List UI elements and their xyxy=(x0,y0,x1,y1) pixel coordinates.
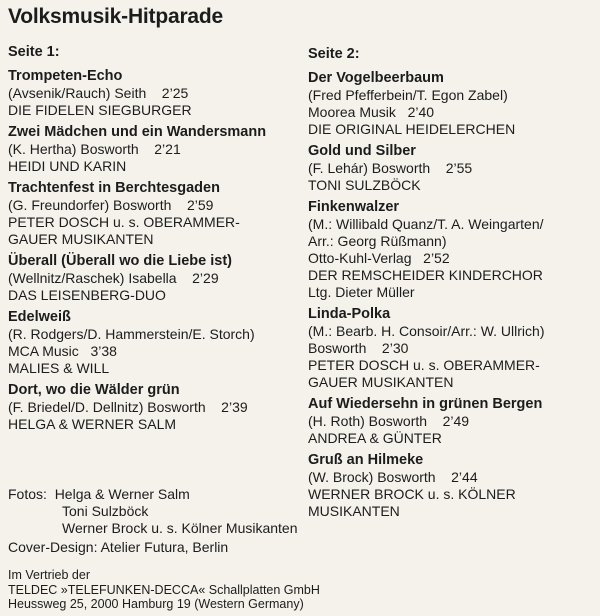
track-credit: (H. Roth) Bosworth 2’49 xyxy=(308,413,470,429)
side-1-column xyxy=(8,44,298,438)
track-credit: (M.: Bearb. H. Consoir/Arr.: W. Ullrich) xyxy=(308,323,545,339)
track-title: Finkenwalzer xyxy=(308,199,400,215)
photo-credit: Werner Brock u. s. Kölner Musikanten xyxy=(62,520,298,536)
track-artist: Ltg. Dieter Müller xyxy=(308,284,415,300)
track-credit: (G. Freundorfer) Bosworth 2’59 xyxy=(8,197,214,213)
track-title: Gold und Silber xyxy=(308,143,416,159)
track-credit: (M.: Willibald Quanz/T. A. Weingarten/ xyxy=(308,216,544,232)
track-artist: DIE ORIGINAL HEIDELERCHEN xyxy=(308,121,516,137)
photo-credit-row xyxy=(8,520,298,537)
track-artist: HEIDI UND KARIN xyxy=(8,158,127,174)
track-credit: Otto-Kuhl-Verlag 2’52 xyxy=(308,250,450,266)
photo-credit-row xyxy=(8,486,298,503)
track-artist: DIE FIDELEN SIEGBURGER xyxy=(8,102,192,118)
side-1-heading: Seite 1: xyxy=(8,44,60,60)
track-entry xyxy=(308,199,596,301)
cover-design-credit: Cover-Design: Atelier Futura, Berlin xyxy=(8,539,229,555)
track-credit: Moorea Musik 2’40 xyxy=(308,104,435,120)
track-entry xyxy=(8,68,298,119)
distribution-line: Im Vertrieb der xyxy=(8,568,90,582)
track-credit: Arr.: Georg Rüßmann) xyxy=(308,233,447,249)
fotos-label: Fotos: xyxy=(8,486,47,502)
track-entry xyxy=(308,143,596,194)
distribution-line: Heussweg 25, 2000 Hamburg 19 (Western Germany) xyxy=(8,597,304,611)
distribution-info xyxy=(8,568,320,612)
photo-credit: Helga & Werner Salm xyxy=(54,486,190,502)
track-artist: ANDREA & GÜNTER xyxy=(308,430,442,446)
album-title: Volksmusik-Hitparade xyxy=(8,5,224,28)
track-credit: MCA Music 3’38 xyxy=(8,343,117,359)
track-entry xyxy=(308,70,596,138)
track-artist: PETER DOSCH u. s. OBERAMMER- xyxy=(308,357,540,373)
track-artist: MALIES & WILL xyxy=(8,360,110,376)
track-artist: DAS LEISENBERG-DUO xyxy=(8,287,166,303)
track-credit: (W. Brock) Bosworth 2’44 xyxy=(308,469,478,485)
track-credit: (K. Hertha) Bosworth 2’21 xyxy=(8,141,181,157)
track-artist: WERNER BROCK u. s. KÖLNER xyxy=(308,486,516,502)
track-credit: (F. Lehár) Bosworth 2’55 xyxy=(308,160,473,176)
photo-credit: Toni Sulzböck xyxy=(62,503,149,519)
track-artist: GAUER MUSIKANTEN xyxy=(8,231,154,247)
track-artist: PETER DOSCH u. s. OBERAMMER- xyxy=(8,214,240,230)
track-artist: TONI SULZBÖCK xyxy=(308,177,421,193)
track-entry xyxy=(8,124,298,175)
track-credit: (Fred Pfefferbein/T. Egon Zabel) xyxy=(308,87,508,103)
track-artist: MUSIKANTEN xyxy=(308,503,400,519)
side-2-column xyxy=(308,46,596,525)
track-entry xyxy=(308,452,596,520)
track-entry xyxy=(308,396,596,447)
photo-credit-row xyxy=(8,503,298,520)
track-title: Linda-Polka xyxy=(308,306,391,322)
photo-credits xyxy=(8,486,298,556)
side-2-heading: Seite 2: xyxy=(308,46,360,62)
track-artist: DER REMSCHEIDER KINDERCHOR xyxy=(308,267,543,283)
track-entry xyxy=(8,180,298,248)
track-title: Edelweiß xyxy=(8,309,71,325)
track-credit: (Avsenik/Rauch) Seith 2’25 xyxy=(8,85,189,101)
track-artist: HELGA & WERNER SALM xyxy=(8,416,177,432)
track-title: Der Vogelbeerbaum xyxy=(308,70,444,86)
track-credit: (F. Briedel/D. Dellnitz) Bosworth 2’39 xyxy=(8,399,248,415)
track-title: Trachtenfest in Berchtesgaden xyxy=(8,180,220,196)
track-title: Dort, wo die Wälder grün xyxy=(8,382,180,398)
track-credit: (R. Rodgers/D. Hammerstein/E. Storch) xyxy=(8,326,255,342)
track-title: Überall (Überall wo die Liebe ist) xyxy=(8,253,232,269)
track-title: Gruß an Hilmeke xyxy=(308,452,424,468)
distribution-line: TELDEC »TELEFUNKEN-DECCA« Schallplatten GmbH xyxy=(8,582,320,597)
track-title: Auf Wiedersehn in grünen Bergen xyxy=(308,396,543,412)
track-artist: GAUER MUSIKANTEN xyxy=(308,374,454,390)
track-title: Zwei Mädchen und ein Wandersmann xyxy=(8,124,267,140)
track-title: Trompeten-Echo xyxy=(8,68,123,84)
track-credit: Bosworth 2’30 xyxy=(308,340,409,356)
track-entry xyxy=(8,309,298,377)
track-entry xyxy=(8,253,298,304)
track-credit: (Wellnitz/Raschek) Isabella 2’29 xyxy=(8,270,219,286)
track-entry xyxy=(308,306,596,391)
track-entry xyxy=(8,382,298,433)
